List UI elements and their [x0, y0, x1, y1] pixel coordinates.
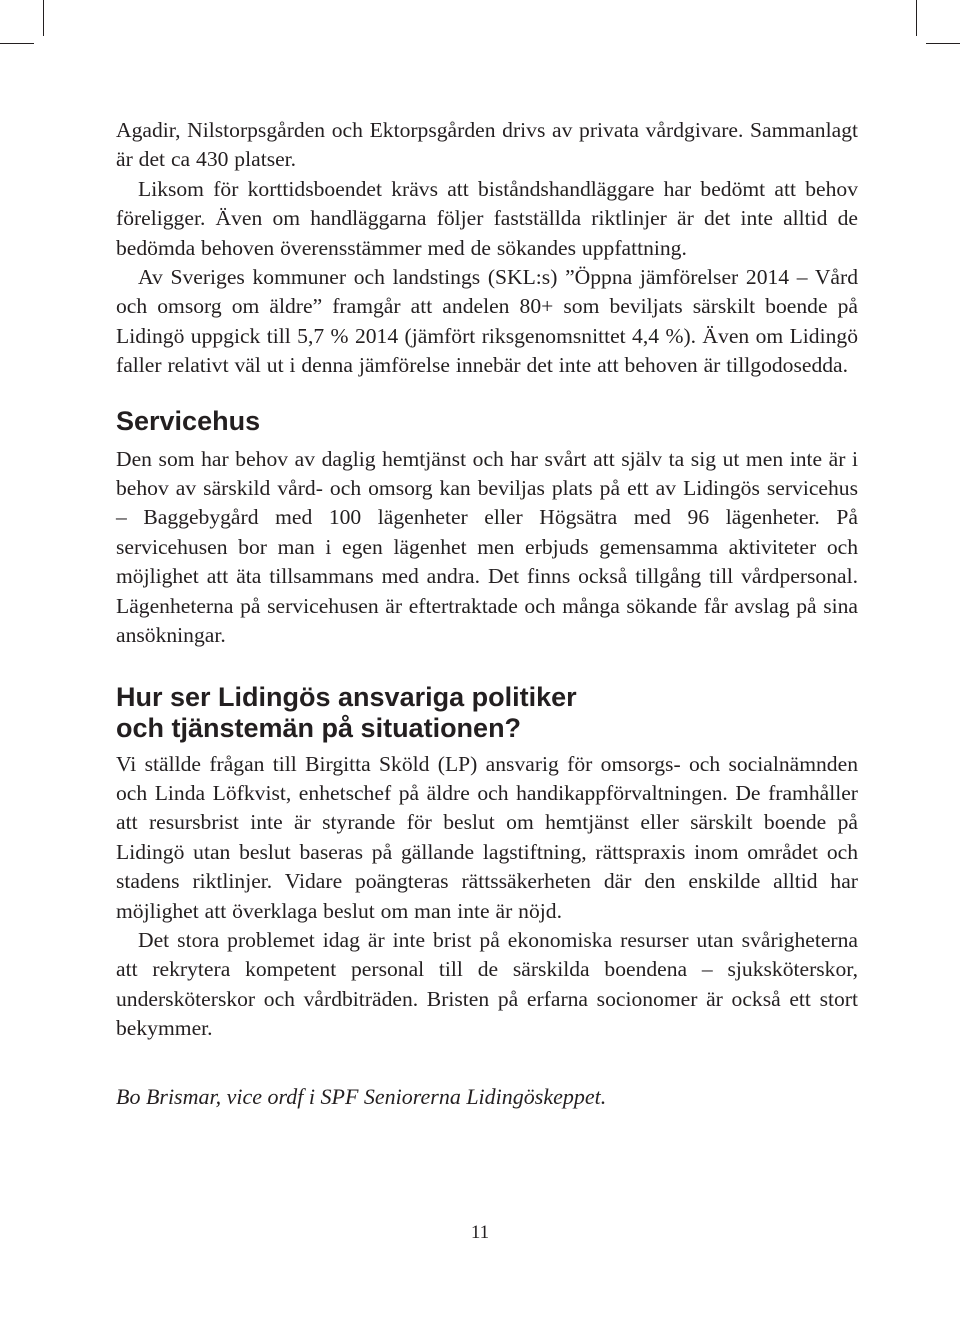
page-content: [116, 116, 858, 1111]
paragraph: Agadir, Nilstorpsgården och Ektorpsgården drivs av privata vårdgivare. Sammanlagt är det ca 430 platser.: [116, 118, 858, 172]
crop-mark: [916, 0, 917, 36]
paragraph: Den som har behov av daglig hemtjänst och har svårt att själv ta sig ut men inte är i behov av särskild vård- och omsorg kan beviljas plats på ett av Lidingös servicehus – Baggebygård med 100 lägenheter eller Högsätra med 96 lägenheter. På servicehusen bor man i egen lägenhet men erbjuds gemensamma aktiviteter och möjlighet att äta tillsammans med andra. Det finns också tillgång till vårdpersonal. Lägenheterna på servicehusen är eftertraktade och många sökande får avslag på sina ansökningar.: [116, 446, 858, 648]
heading-line: och tjänstemän på situationen?: [116, 712, 522, 743]
section-heading-politiker: [116, 682, 858, 744]
paragraph: Vi ställde frågan till Birgitta Sköld (LP) ansvarig för omsorgs- och socialnämnden och Linda Löfkvist, enhetschef på äldre och handikappförvaltningen. De framhåller att resursbrist inte är styrande för beslut om hemtjänst eller särskilt boende på Lidingö utan beslut baseras på gällande lagstiftning, rättspraxis inom området och stadens riktlinjer. Vidare poängteras rättssäkerheten där den enskilde alltid har möjlighet att överklaga beslut om man inte är nöjd.: [116, 751, 858, 923]
paragraph: Av Sveriges kommuner och landstings (SKL:s) ”Öppna jämförelser 2014 – Vård och omsorg om äldre” framgår att andelen 80+ som beviljats särskilt boende på Lidingö uppgick till 5,7 % 2014 (jämfört riksgenomsnittet 4,4 %). Även om Lidingö faller relativt väl ut i denna jämförelse innebär det inte att behoven är tillgodosedda.: [116, 265, 858, 378]
crop-mark: [43, 0, 44, 36]
page-number: 11: [470, 1222, 490, 1243]
signature: Bo Brismar, vice ordf i SPF Seniorerna Lidingöskeppet.: [116, 1083, 607, 1109]
paragraph: Liksom för korttidsboendet krävs att biståndshandläggare har bedömt att behov föreligger. Även om handläggarna följer fastställda riktlinjer är det inte alltid de bedömda behoven överensstämmer med de sökandes uppfattning.: [116, 176, 858, 260]
section-heading-servicehus: Servicehus: [116, 405, 261, 436]
crop-mark: [926, 43, 960, 44]
crop-mark: [0, 43, 34, 44]
paragraph: Det stora problemet idag är inte brist på ekonomiska resurser utan svårigheterna att rekrytera kompetent personal till de särskilda boendena – sjuksköterskor, undersköterskor och vårdbiträden. Bristen på erfarna socionomer är också ett stort bekymmer.: [116, 927, 858, 1041]
heading-line: Hur ser Lidingös ansvariga politiker: [116, 681, 577, 712]
